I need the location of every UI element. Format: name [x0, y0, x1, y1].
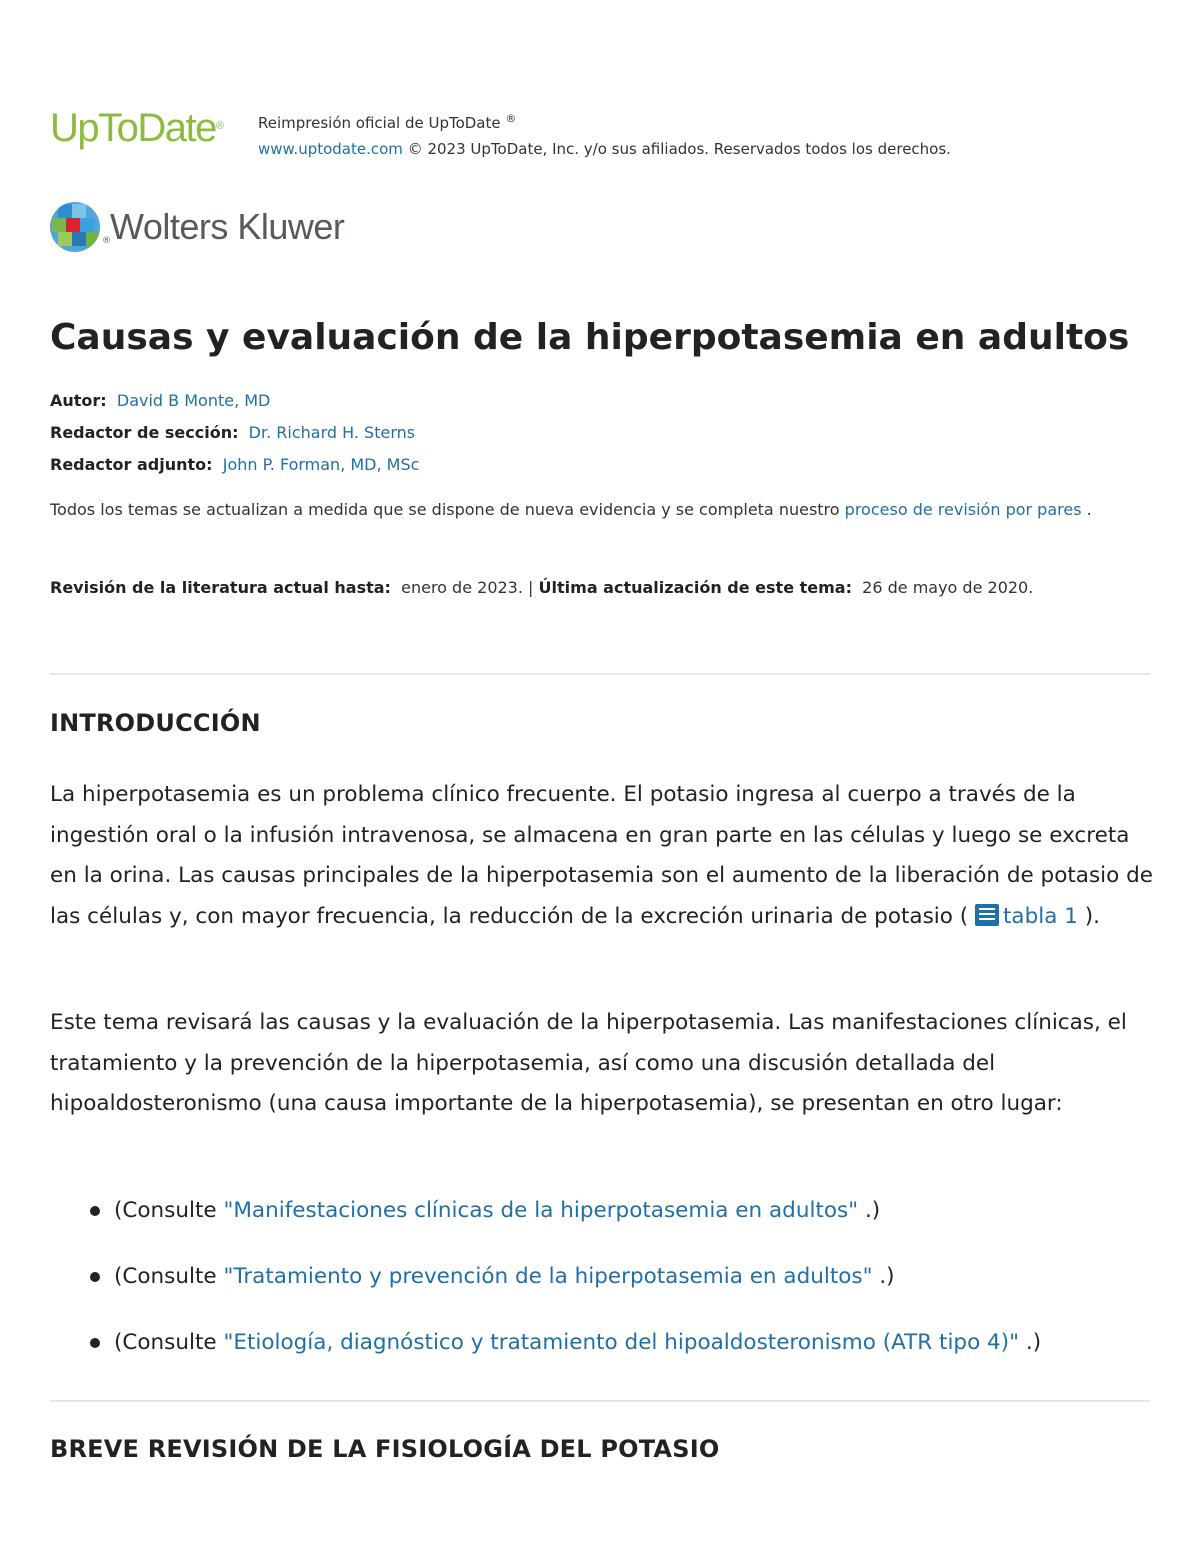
- author-row: [50, 385, 1150, 417]
- uptodate-logo: [50, 104, 224, 152]
- bullet-icon: [90, 1206, 100, 1216]
- list-item: [50, 1189, 1150, 1255]
- bullet-icon: [90, 1338, 100, 1348]
- bullet-suffix: .): [1025, 1330, 1042, 1355]
- section-editor-label: Redactor de sección:: [50, 423, 239, 442]
- update-note: [50, 494, 1120, 526]
- section-heading-fisiologia: BREVE REVISIÓN DE LA FISIOLOGÍA DEL POTASIO: [50, 1435, 720, 1463]
- list-item: [50, 1255, 1150, 1321]
- last-update-value: 26 de mayo de 2020.: [862, 578, 1034, 597]
- section-heading-intro: INTRODUCCIÓN: [50, 709, 261, 737]
- section-editor-link[interactable]: Dr. Richard H. Sterns: [248, 423, 416, 442]
- bullet-prefix: (Consulte: [114, 1198, 217, 1223]
- uptodate-logo-reg: ®: [215, 120, 224, 132]
- uptodate-logo-text: UpToDate: [50, 106, 216, 150]
- table-1-link-label: tabla 1: [1002, 903, 1078, 929]
- topic-link-hipoaldosteronismo[interactable]: "Etiología, diagnóstico y tratamiento del hipoaldosteronismo (ATR tipo 4)": [223, 1330, 1020, 1355]
- bullet-suffix: .): [864, 1198, 881, 1223]
- bullet-prefix: (Consulte: [114, 1330, 217, 1355]
- page-title: Causas y evaluación de la hiperpotasemia en adultos: [50, 317, 1130, 358]
- divider: [50, 1400, 1150, 1402]
- bullet-suffix: .): [879, 1264, 895, 1289]
- list-item: [50, 1321, 1150, 1387]
- last-update-label: Última actualización de este tema:: [538, 578, 852, 597]
- update-note-text: Todos los temas se actualizan a medida que se dispone de nueva evidencia y se completa nuestro: [50, 500, 840, 519]
- table-icon: [975, 904, 999, 926]
- see-also-list: [50, 1189, 1150, 1387]
- bullet-prefix: (Consulte: [114, 1264, 217, 1289]
- section-editor-row: [50, 417, 1150, 449]
- peer-review-link[interactable]: proceso de revisión por pares: [844, 500, 1082, 519]
- revision-info: [50, 572, 1130, 604]
- lit-review-value: enero de 2023.: [401, 578, 523, 597]
- author-info: [50, 385, 1150, 481]
- update-note-end: .: [1086, 500, 1092, 519]
- bullet-icon: [90, 1272, 100, 1282]
- deputy-editor-row: [50, 449, 1150, 481]
- deputy-editor-link[interactable]: John P. Forman, MD, MSc: [222, 455, 420, 474]
- table-1-link[interactable]: [975, 904, 1078, 929]
- deputy-editor-label: Redactor adjunto:: [50, 455, 213, 474]
- intro-paragraph-2: Este tema revisará las causas y la evaluación de la hiperpotasemia. Las manifestaciones clínicas, el tratamiento y la prevención de la hiperpotasemia, así como una discusión detallada del hipoaldosteronismo (una causa importante de la hiperpotasemia), se presentan en otro lugar:: [50, 1010, 1127, 1116]
- reprint-reg: ®: [505, 112, 517, 125]
- wolters-kluwer-reg: ®: [102, 236, 111, 246]
- intro-paragraph-1: [50, 775, 1160, 937]
- author-link[interactable]: David B Monte, MD: [116, 391, 271, 410]
- intro-p1-text: La hiperpotasemia es un problema clínico frecuente. El potasio ingresa al cuerpo a través de la ingestión oral o la infusión intravenosa, se almacena en gran parte en las células y luego se excreta en la orina. Las causas principales de la hiperpotasemia son el aumento de la liberación de potasio de las células y, con mayor frecuencia, la reducción de la excreción urinaria de potasio (: [50, 782, 1153, 929]
- separator: |: [528, 578, 534, 597]
- intro-p1-end: ).: [1084, 903, 1100, 929]
- reprint-notice: [258, 110, 951, 162]
- author-label: Autor:: [50, 391, 107, 410]
- lit-review-label: Revisión de la literatura actual hasta:: [50, 578, 391, 597]
- divider: [50, 673, 1150, 675]
- reprint-line: Reimpresión oficial de UpToDate: [258, 114, 501, 132]
- wolters-kluwer-logo: [50, 200, 380, 254]
- topic-link-tratamiento[interactable]: "Tratamiento y prevención de la hiperpotasemia en adultos": [223, 1264, 873, 1289]
- wolters-kluwer-name: Wolters Kluwer: [110, 206, 345, 247]
- globe-icon: [50, 202, 100, 252]
- uptodate-site-link[interactable]: www.uptodate.com: [258, 140, 403, 158]
- reprint-header: [50, 104, 1150, 164]
- topic-link-manifestaciones[interactable]: "Manifestaciones clínicas de la hiperpotasemia en adultos": [223, 1198, 859, 1223]
- copyright-text: © 2023 UpToDate, Inc. y/o sus afiliados. Reservados todos los derechos.: [407, 140, 951, 158]
